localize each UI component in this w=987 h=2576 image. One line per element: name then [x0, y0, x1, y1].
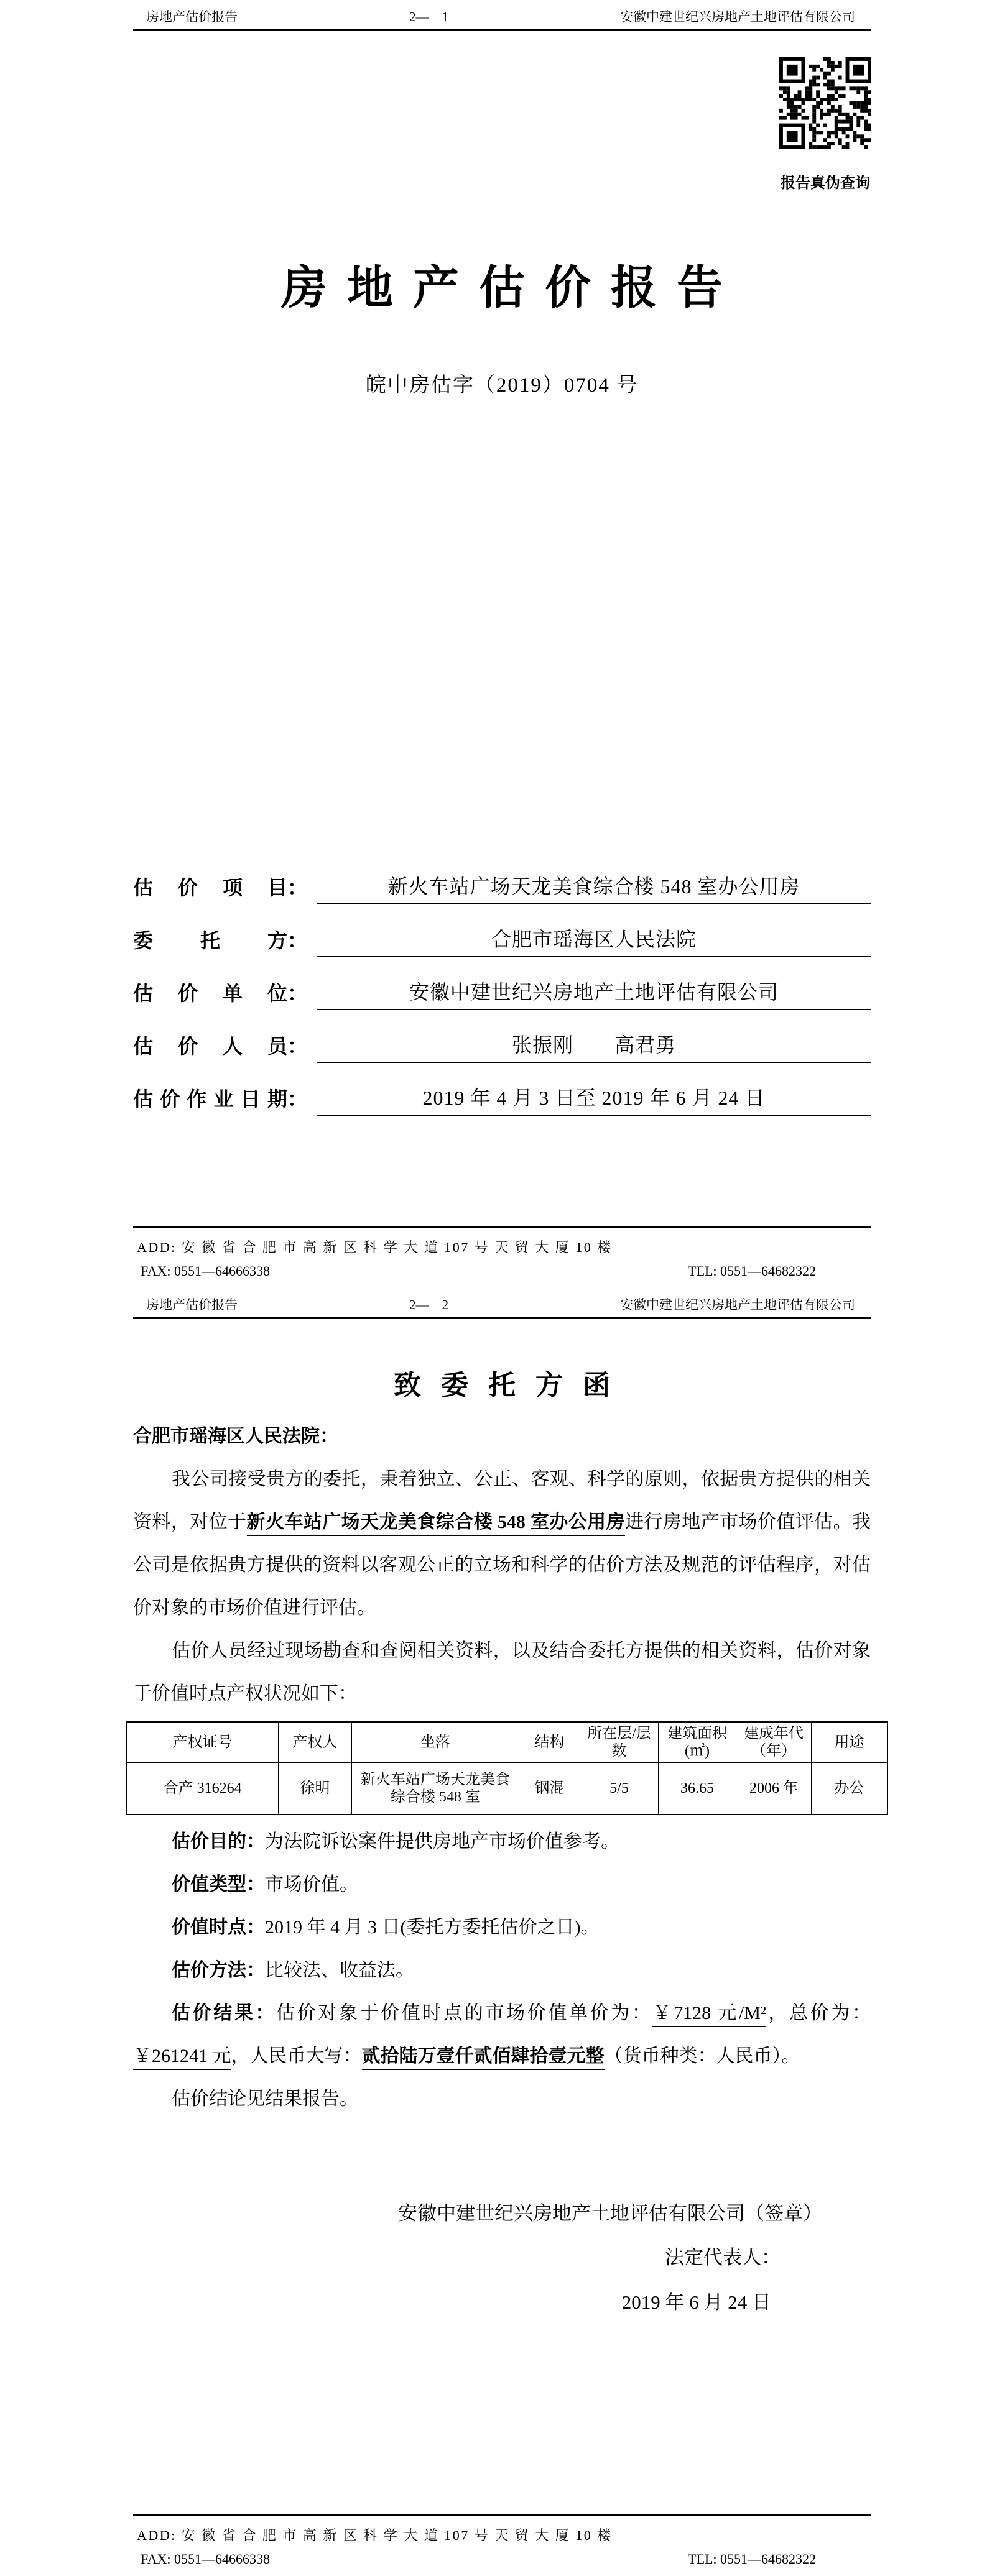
field-label: 估价人员 — [133, 1035, 287, 1058]
cell-floor: 5/5 — [580, 1763, 658, 1815]
signature-legal-rep: 法定代表人： — [665, 2247, 781, 2268]
qr-caption: 报告真伪查询 — [781, 175, 870, 191]
qr-verify-block — [779, 56, 871, 192]
cell-certificate-no: 合产 316264 — [126, 1763, 279, 1815]
result-text: ，总价为： — [766, 2003, 871, 2023]
footer-contact-row — [133, 1262, 871, 1281]
field-label: 估价单位 — [133, 982, 287, 1005]
result-amount-in-words: 贰拾陆万壹仟贰佰肆拾壹元整 — [362, 2046, 605, 2070]
field-value: 合肥市瑶海区人民法院 — [317, 927, 871, 957]
header-doc-title: 房地产估价报告 — [146, 9, 238, 24]
field-colon: ： — [287, 1088, 308, 1111]
property-rights-table — [126, 1721, 888, 1815]
section-text: 为法院诉讼案件提供房地产市场价值参考。 — [265, 1831, 619, 1852]
page-2-letter — [0, 1288, 987, 2576]
footer-tel: TEL: 0551—64682322 — [688, 1263, 816, 1279]
signature-company: 安徽中建世纪兴房地产土地评估有限公司（签章） — [398, 2202, 822, 2224]
result-total-price: ￥261241 元 — [133, 2046, 231, 2070]
footer-rule — [133, 2514, 871, 2516]
header-rule — [133, 1317, 871, 1319]
col-header-owner: 产权人 — [279, 1722, 352, 1763]
field-colon: ： — [287, 1035, 308, 1058]
field-row-appraisers — [133, 1034, 871, 1063]
field-label: 委托方 — [133, 929, 287, 952]
col-header-floor: 所在层/层数 — [580, 1722, 658, 1763]
footer-address: ADD: 安 徽 省 合 肥 市 高 新 区 科 学 大 道 107 号 天 贸 大 厦 10 楼 — [137, 1240, 613, 1255]
signature-date: 2019 年 6 月 24 日 — [621, 2291, 771, 2313]
section-value-type — [133, 1863, 871, 1906]
report-number: 皖中房估字（2019）0704 号 — [365, 374, 639, 397]
field-colon: ： — [287, 982, 308, 1005]
field-row-project — [133, 875, 871, 904]
col-header-structure: 结构 — [519, 1722, 580, 1763]
report-title: 房地产估价报告 — [281, 263, 743, 314]
signature-block — [133, 2201, 871, 2315]
field-label: 估价项目 — [133, 876, 287, 899]
result-unit-price: ￥7128 元/M² — [652, 2003, 766, 2027]
cell-owner: 徐明 — [279, 1763, 352, 1815]
result-text: ，人民币大写： — [231, 2046, 362, 2066]
col-header-use: 用途 — [812, 1722, 887, 1763]
header-doc-title: 房地产估价报告 — [146, 1297, 238, 1312]
field-value: 安徽中建世纪兴房地产土地评估有限公司 — [317, 980, 871, 1010]
footer-fax: FAX: 0551—64666338 — [141, 1263, 270, 1279]
cell-use: 办公 — [812, 1763, 887, 1815]
field-row-agency — [133, 981, 871, 1010]
section-result — [133, 1992, 871, 2077]
field-colon: ： — [287, 876, 308, 899]
page-footer — [133, 1221, 871, 1288]
field-value: 新火车站广场天龙美食综合楼 548 室办公用房 — [317, 875, 871, 904]
result-text: 估价对象于价值时点的市场价值单价为： — [276, 2003, 653, 2023]
subject-property-emphasis: 新火车站广场天龙美食综合楼 548 室办公用房 — [247, 1512, 625, 1536]
col-header-location: 坐落 — [351, 1722, 519, 1763]
field-colon: ： — [287, 929, 308, 952]
letter-title: 致委托方函 — [394, 1370, 630, 1401]
col-header-certificate-no: 产权证号 — [126, 1722, 279, 1763]
footer-contact-row — [133, 2550, 871, 2569]
footer-rule — [133, 1226, 871, 1228]
col-header-year-built: 建成年代（年） — [736, 1722, 811, 1763]
section-text: 2019 年 4 月 3 日(委托方委托估价之日)。 — [265, 1917, 600, 1938]
section-text: 比较法、收益法。 — [265, 1960, 414, 1980]
section-label: 估价结果： — [172, 2003, 277, 2023]
header-company-name: 安徽中建世纪兴房地产土地评估有限公司 — [620, 9, 855, 24]
field-label: 估价作业日期 — [133, 1088, 287, 1111]
col-header-area: 建筑面积(㎡) — [659, 1722, 736, 1763]
cell-structure: 钢混 — [519, 1763, 580, 1815]
table-row — [126, 1763, 887, 1815]
paragraph-survey: 估价人员经过现场勘查和查阅相关资料，以及结合委托方提供的相关资料，估价对象于价值时点产权状况如下： — [133, 1640, 871, 1704]
section-purpose — [133, 1820, 871, 1863]
paragraph-text: 进行房地产市场价值评估。我公司是依据贵方提供的资料以客观公正的立场和科学的估价方法及规范的评估程序，对估价对象的市场价值进行评估。 — [133, 1512, 871, 1618]
section-label: 估价目的： — [172, 1831, 265, 1852]
section-method — [133, 1949, 871, 1992]
paragraph-text: 我公司接受贵方的委托，秉着独立、公正、客观、科学的原则，依据贵方提供的相关资料，对位于 — [133, 1469, 871, 1532]
result-text: （货币种类：人民币）。 — [604, 2046, 800, 2066]
header-company-name: 安徽中建世纪兴房地产土地评估有限公司 — [620, 1297, 855, 1312]
page-header — [133, 0, 871, 25]
section-label: 价值类型： — [172, 1874, 265, 1895]
header-page-number: 2— 1 — [409, 9, 448, 24]
footer-tel: TEL: 0551—64682322 — [688, 2551, 816, 2567]
table-header-row — [126, 1722, 887, 1763]
section-text: 市场价值。 — [265, 1874, 358, 1895]
field-value: 2019 年 4 月 3 日至 2019 年 6 月 24 日 — [317, 1086, 871, 1116]
section-value-date — [133, 1906, 871, 1949]
cell-area: 36.65 — [659, 1763, 736, 1815]
page-footer — [133, 2509, 871, 2576]
summary-sections — [133, 1820, 871, 2120]
section-conclusion: 估价结论见结果报告。 — [172, 2089, 358, 2109]
cover-fields — [133, 875, 871, 1116]
header-page-number: 2— 2 — [409, 1297, 448, 1312]
cell-year-built: 2006 年 — [736, 1763, 811, 1815]
field-row-client — [133, 928, 871, 957]
field-value: 张振刚 高君勇 — [317, 1033, 871, 1063]
field-row-work-dates — [133, 1087, 871, 1116]
cell-location: 新火车站广场天龙美食综合楼 548 室 — [351, 1763, 519, 1815]
salutation: 合肥市瑶海区人民法院： — [133, 1426, 338, 1447]
letter-body — [133, 1415, 871, 1715]
paragraph-intro — [133, 1458, 871, 1629]
qr-code — [779, 56, 871, 150]
section-label: 估价方法： — [172, 1960, 265, 1980]
section-label: 价值时点： — [172, 1917, 265, 1938]
footer-address: ADD: 安 徽 省 合 肥 市 高 新 区 科 学 大 道 107 号 天 贸 大 厦 10 楼 — [137, 2528, 613, 2543]
footer-fax: FAX: 0551—64666338 — [141, 2551, 270, 2567]
page-header — [133, 1288, 871, 1313]
